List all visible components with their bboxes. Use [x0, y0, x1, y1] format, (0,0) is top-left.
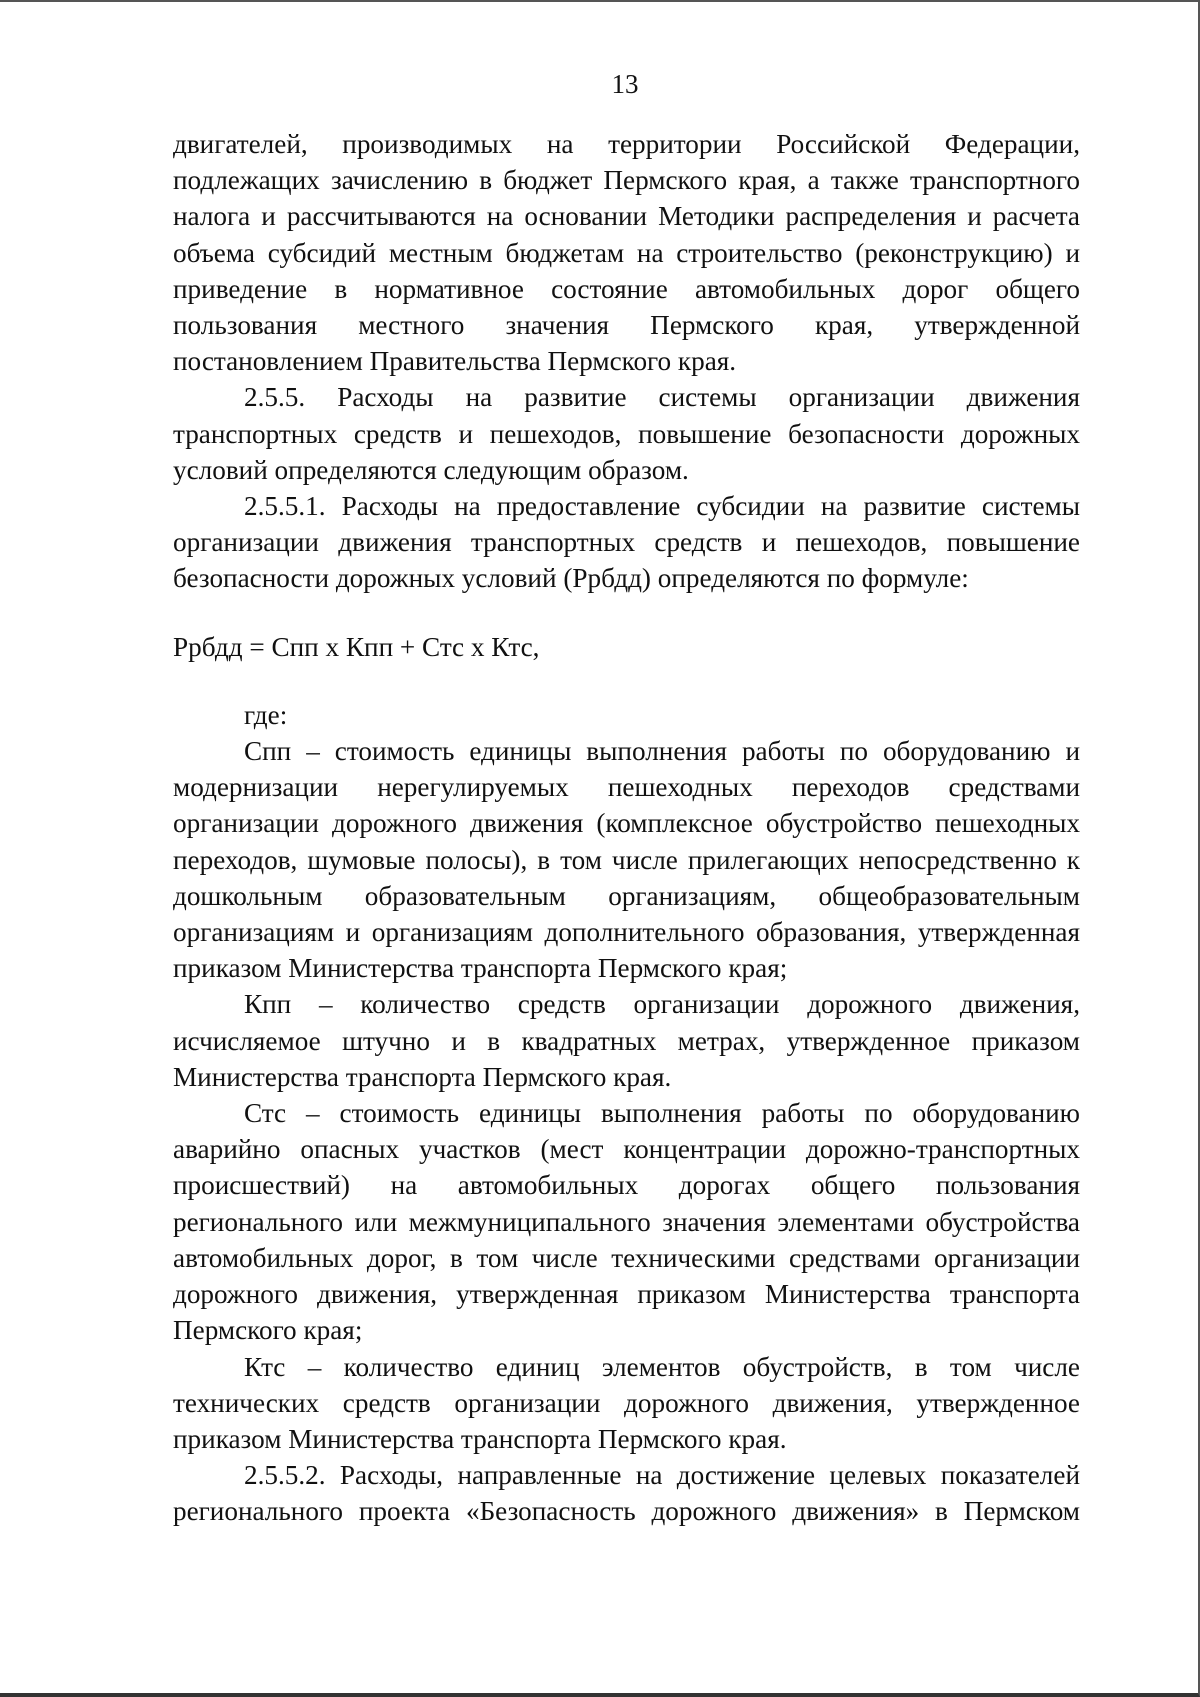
- paragraph-where: где:: [244, 699, 288, 730]
- formula: Ррбдд = Спп х Кпп + Стс х Ктс,: [173, 631, 540, 662]
- definition-spp: Спп – стоимость единицы выполнения работы по оборудованию и модернизации нерегулируемых пешеходных переходов средствами организации дорожного движения (комплексное обустройство пешеходных переходов, шумовые полосы), в том числе прилегающих непосредственно к дошкольным образовательным организациям, общеобразовательным организациям и организациям дополнительного образования, утвержденная приказом Министерства транспорта Пермского края;: [173, 736, 1080, 984]
- definition-kts: Ктс – количество единиц элементов обустройств, в том числе технических средств организации дорожного движения, утвержденное приказом Министерства транспорта Пермского края.: [173, 1351, 1080, 1454]
- paragraph-2-5-5-2: 2.5.5.2. Расходы, направленные на достижение целевых показателей регионального проекта «Безопасность дорожного движения» в Пермском: [173, 1460, 1080, 1527]
- page-number: 13: [611, 69, 639, 99]
- definition-kpp: Кпп – количество средств организации дорожного движения, исчисляемое штучно и в квадратных метрах, утвержденное приказом Министерства транспорта Пермского края.: [173, 989, 1080, 1092]
- paragraph-2-5-5-1: 2.5.5.1. Расходы на предоставление субсидии на развитие системы организации движения транспортных средств и пешеходов, повышение безопасности дорожных условий (Ррбдд) определяются по формуле:: [173, 491, 1080, 594]
- definition-sts: Стс – стоимость единицы выполнения работы по оборудованию аварийно опасных участков (мест концентрации дорожно-транспортных происшествий) на автомобильных дорогах общего пользования регионального или межмуниципального значения элементами обустройства автомобильных дорог, в том числе техническими средствами организации дорожного движения, утвержденная приказом Министерства транспорта Пермского края;: [173, 1098, 1080, 1346]
- document-body: [173, 126, 1080, 1530]
- paragraph-continuation: двигателей, производимых на территории Российской Федерации, подлежащих зачислению в бюджет Пермского края, а также транспортного налога и рассчитываются на основании Методики распределения и расчета объема субсидий местным бюджетам на строительство (реконструкцию) и приведение в нормативное состояние автомобильных дорог общего пользования местного значения Пермского края, утвержденной постановлением Правительства Пермского края.: [173, 129, 1080, 377]
- paragraph-2-5-5: 2.5.5. Расходы на развитие системы организации движения транспортных средств и пешеходов, повышение безопасности дорожных условий определяются следующим образом.: [173, 382, 1080, 485]
